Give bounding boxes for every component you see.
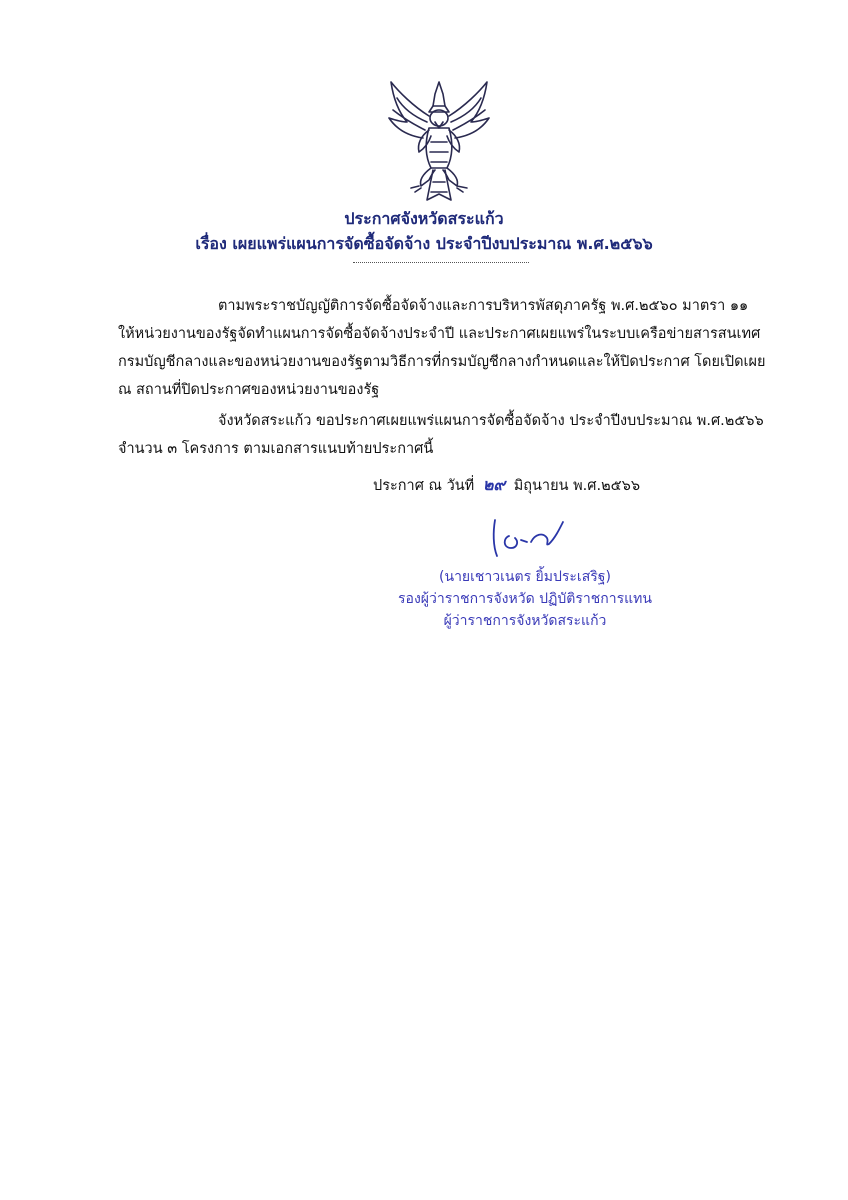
announcement-date: [373, 473, 640, 498]
divider-dotted: [353, 262, 529, 263]
date-prefix: ประกาศ ณ วันที่: [373, 478, 475, 494]
document-title: ประกาศจังหวัดสระแก้ว: [344, 209, 504, 228]
paragraph-line: ให้หน่วยงานของรัฐจัดทำแผนการจัดซื้อจัดจ้างประจำปี และประกาศเผยแพร่ในระบบเครือข่ายสารสนเทศ: [118, 326, 761, 342]
paragraph-line: จังหวัดสระแก้ว ขอประกาศเผยแพร่แผนการจัดซื้อจัดจ้าง ประจำปีงบประมาณ พ.ศ.๒๕๖๖: [218, 413, 764, 429]
paragraph-line: ตามพระราชบัญญัติการจัดซื้อจัดจ้างและการบริหารพัสดุภาครัฐ พ.ศ.๒๕๖๐ มาตรา ๑๑: [218, 298, 749, 314]
paragraph-line: กรมบัญชีกลางและของหน่วยงานของรัฐตามวิธีการที่กรมบัญชีกลางกำหนดและให้ปิดประกาศ โดยเปิดเผย: [118, 354, 766, 370]
document-subject: เรื่อง เผยแพร่แผนการจัดซื้อจัดจ้าง ประจำปีงบประมาณ พ.ศ.๒๕๖๖: [195, 234, 653, 253]
date-day-handwritten: ๒๙: [482, 475, 506, 494]
body-paragraph-1: [118, 292, 768, 404]
signer-position-2: ผู้ว่าราชการจังหวัดสระแก้ว: [443, 613, 607, 629]
body-paragraph-2: [118, 407, 768, 463]
handwritten-signature: [487, 512, 567, 562]
date-month-year: มิถุนายน พ.ศ.๒๕๖๖: [513, 478, 641, 494]
garuda-emblem-icon: [383, 76, 495, 208]
signer-name: (นายเชาวเนตร ยิ้มประเสริฐ): [439, 569, 611, 585]
paragraph-line: ณ สถานที่ปิดประกาศของหน่วยงานของรัฐ: [118, 382, 380, 398]
signer-block: [370, 566, 680, 632]
paragraph-line: จำนวน ๓ โครงการ ตามเอกสารแนบท้ายประกาศนี้: [118, 441, 434, 457]
signer-position-1: รองผู้ว่าราชการจังหวัด ปฏิบัติราชการแทน: [398, 591, 652, 607]
